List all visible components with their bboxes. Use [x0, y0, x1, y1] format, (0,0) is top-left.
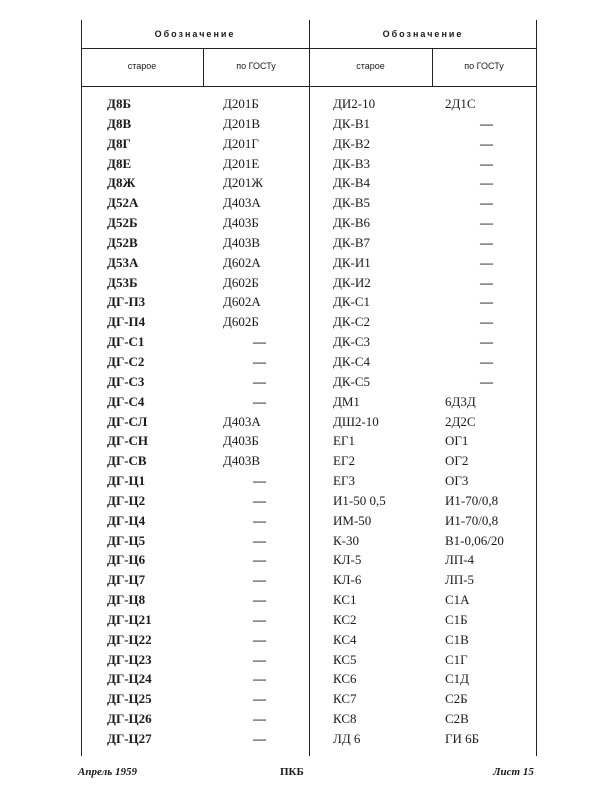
table-row [0, 332, 604, 352]
cell-gost1: Д201Ж [223, 175, 264, 191]
cell-old2: ДК-В5 [333, 195, 371, 211]
subheader-rule [81, 86, 537, 87]
footer-sheet: Лист 15 [493, 766, 534, 778]
table-row [0, 709, 604, 729]
cell-old2: ДК-С2 [333, 314, 371, 330]
cell-gost1: — [253, 611, 266, 627]
cell-old1: ДГ-С4 [107, 393, 145, 409]
table-row [0, 689, 604, 709]
cell-old1: Д8Г [107, 135, 131, 151]
cell-gost2: — [480, 373, 493, 389]
cell-old1: Д8Ж [107, 175, 136, 191]
cell-old1: ДГ-Ц1 [107, 473, 146, 489]
right-group-header: Обозначение [382, 29, 464, 39]
cell-gost1: Д201Б [223, 96, 259, 111]
cell-gost1: — [253, 651, 266, 667]
cell-gost2: ОГ3 [445, 473, 469, 489]
cell-gost1: — [253, 334, 266, 350]
cell-old2: И1-50 0,5 [333, 492, 386, 508]
cell-old1: ДГ-Ц5 [107, 532, 146, 548]
cell-old2: ДК-В4 [333, 175, 371, 191]
cell-old2: ЛД 6 [333, 731, 361, 746]
table-row [0, 253, 604, 273]
cell-gost1: Д201Е [223, 155, 260, 171]
cell-gost1: Д602Б [223, 274, 259, 290]
cell-old1: ДГ-СН [107, 433, 149, 449]
cell-old1: ДГ-С3 [107, 373, 145, 389]
cell-old2: ДК-В3 [333, 155, 371, 171]
cell-gost1: — [253, 373, 266, 389]
table-row [0, 531, 604, 551]
cell-old2: ДК-В7 [333, 234, 371, 250]
cell-gost2: — [480, 353, 493, 369]
table-row [0, 550, 604, 570]
cell-old1: Д8В [107, 115, 132, 131]
cell-gost1: Д403А [223, 195, 261, 211]
cell-gost2: — [480, 334, 493, 350]
cell-gost2: 6Д3Д [445, 393, 476, 409]
table-row [0, 392, 604, 412]
left-gost-header: по ГОСТу [236, 61, 276, 71]
cell-gost2: ЛП-4 [445, 552, 475, 568]
cell-old2: ДК-С1 [333, 294, 371, 310]
cell-gost1: Д602А [223, 294, 261, 310]
cell-old2: К-30 [333, 532, 359, 548]
table-row [0, 273, 604, 293]
cell-old2: ДИ2-10 [333, 96, 376, 111]
cell-old1: ДГ-П4 [107, 314, 146, 330]
cell-gost2: И1-70/0,8 [445, 512, 499, 528]
cell-gost1: Д403Б [223, 215, 259, 231]
table-row [0, 610, 604, 630]
cell-gost1: Д403В [223, 234, 261, 250]
cell-old1: Д53Б [107, 274, 138, 290]
table-row [0, 312, 604, 332]
cell-old1: ДГ-Ц23 [107, 651, 152, 667]
cell-old1: ДГ-Ц4 [107, 512, 146, 528]
cell-old1: ДГ-Ц25 [107, 691, 152, 707]
cell-gost1: — [253, 393, 266, 409]
cell-old2: КС6 [333, 671, 357, 687]
cell-old2: КС5 [333, 651, 357, 667]
table-row [0, 134, 604, 154]
cell-old2: КС4 [333, 631, 357, 647]
table-row [0, 650, 604, 670]
cell-gost1: Д403А [223, 413, 261, 429]
cell-old2: ЕГ1 [333, 433, 355, 449]
cell-old1: Д8Е [107, 155, 132, 171]
cell-old2: КС1 [333, 592, 357, 608]
cell-gost1: — [253, 473, 266, 489]
cell-old2: ДК-В6 [333, 215, 371, 231]
cell-old2: ДК-С5 [333, 373, 371, 389]
table-row [0, 233, 604, 253]
cell-gost1: Д201В [223, 115, 261, 131]
cell-old1: ДГ-Ц27 [107, 731, 152, 746]
table-row [0, 292, 604, 312]
cell-old2: ИМ-50 [333, 512, 372, 528]
header-rule [81, 48, 537, 49]
cell-gost2: — [480, 274, 493, 290]
cell-old1: Д52Б [107, 215, 138, 231]
cell-gost2: И1-70/0,8 [445, 492, 499, 508]
cell-gost1: — [253, 631, 266, 647]
table-row [0, 213, 604, 233]
cell-gost2: С2В [445, 711, 469, 727]
left-old-header: старое [127, 61, 157, 71]
cell-gost2: ОГ1 [445, 433, 469, 449]
footer-center: ПКБ [280, 766, 304, 778]
table-row [0, 491, 604, 511]
cell-gost2: ОГ2 [445, 453, 469, 469]
cell-gost1: — [253, 711, 266, 727]
cell-gost2: — [480, 175, 493, 191]
cell-old1: ДГ-Ц8 [107, 592, 146, 608]
cell-gost2: С2Б [445, 691, 468, 707]
cell-old1: ДГ-Ц2 [107, 492, 146, 508]
table-row [0, 352, 604, 372]
cell-gost2: С1Д [445, 671, 470, 687]
cell-old2: ДК-И1 [333, 254, 371, 270]
table-row [0, 511, 604, 531]
table-row [0, 412, 604, 432]
table-row [0, 570, 604, 590]
cell-old2: КЛ-6 [333, 572, 362, 588]
cell-old2: КС2 [333, 611, 357, 627]
cell-old1: Д52В [107, 234, 138, 250]
table-row [0, 431, 604, 451]
cell-old1: ДГ-Ц26 [107, 711, 152, 727]
table-row [0, 471, 604, 491]
cell-old1: ДГ-Ц6 [107, 552, 146, 568]
table-row [0, 193, 604, 213]
cell-old1: Д53А [107, 254, 139, 270]
table-row [0, 173, 604, 193]
cell-old1: ДГ-С2 [107, 353, 145, 369]
cell-gost2: С1А [445, 592, 470, 608]
right-gost-header: по ГОСТу [464, 61, 504, 71]
cell-old1: ДГ-СЛ [107, 413, 148, 429]
table-row [0, 451, 604, 471]
cell-old1: ДГ-СВ [107, 453, 147, 469]
cell-old1: ДГ-Ц22 [107, 631, 152, 647]
cell-gost1: — [253, 492, 266, 508]
table-row [0, 590, 604, 610]
cell-gost2: 2Д1С [445, 96, 476, 111]
cell-gost2: — [480, 294, 493, 310]
cell-old2: КС8 [333, 711, 357, 727]
cell-gost2: — [480, 254, 493, 270]
cell-old2: ДК-В1 [333, 115, 371, 131]
cell-gost1: Д403В [223, 453, 261, 469]
cell-gost1: Д602Б [223, 314, 259, 330]
cell-gost2: 2Д2С [445, 413, 476, 429]
cell-gost2: ГИ 6Б [445, 731, 480, 746]
table-row [0, 729, 604, 749]
cell-old2: ДМ1 [333, 393, 360, 409]
cell-old1: ДГ-Ц7 [107, 572, 146, 588]
cell-gost1: Д403Б [223, 433, 259, 449]
cell-old2: ДК-И2 [333, 274, 371, 290]
table-row [0, 114, 604, 134]
cell-gost1: — [253, 572, 266, 588]
cell-old2: КС7 [333, 691, 357, 707]
right-old-header: старое [356, 61, 385, 71]
cell-gost1: Д602А [223, 254, 261, 270]
cell-gost1: — [253, 731, 266, 746]
cell-old2: ДШ2-10 [333, 413, 379, 429]
cell-old1: ДГ-Ц24 [107, 671, 152, 687]
footer-date: Апрель 1959 [78, 766, 137, 778]
table-row [0, 372, 604, 392]
cell-old2: ДК-В2 [333, 135, 371, 151]
cell-gost1: — [253, 671, 266, 687]
table-row [0, 94, 604, 114]
cell-gost2: С1Г [445, 651, 468, 667]
cell-old1: ДГ-Ц21 [107, 611, 152, 627]
left-group-header: Обозначение [154, 29, 236, 39]
cell-gost1: — [253, 552, 266, 568]
cell-gost1: — [253, 532, 266, 548]
cell-gost2: — [480, 195, 493, 211]
cell-gost2: — [480, 115, 493, 131]
cell-gost1: — [253, 592, 266, 608]
cell-gost2: ЛП-5 [445, 572, 475, 588]
cell-gost2: — [480, 215, 493, 231]
table-row [0, 630, 604, 650]
cell-gost1: Д201Г [223, 135, 259, 151]
cell-old1: ДГ-С1 [107, 334, 145, 350]
table-body [0, 94, 604, 749]
cell-gost2: — [480, 155, 493, 171]
cell-gost1: — [253, 353, 266, 369]
cell-old1: ДГ-П3 [107, 294, 146, 310]
cell-old2: ЕГ3 [333, 473, 355, 489]
cell-gost2: С1В [445, 631, 469, 647]
cell-old2: ДК-С4 [333, 353, 371, 369]
cell-old1: Д8Б [107, 96, 132, 111]
cell-old2: ЕГ2 [333, 453, 355, 469]
table-row [0, 669, 604, 689]
cell-old2: КЛ-5 [333, 552, 362, 568]
cell-gost2: — [480, 135, 493, 151]
cell-old1: Д52А [107, 195, 139, 211]
cell-gost1: — [253, 512, 266, 528]
cell-gost2: — [480, 234, 493, 250]
cell-gost2: С1Б [445, 611, 468, 627]
cell-old2: ДК-С3 [333, 334, 371, 350]
table-row [0, 154, 604, 174]
cell-gost1: — [253, 691, 266, 707]
cell-gost2: В1-0,06/20 [445, 532, 504, 548]
cell-gost2: — [480, 314, 493, 330]
